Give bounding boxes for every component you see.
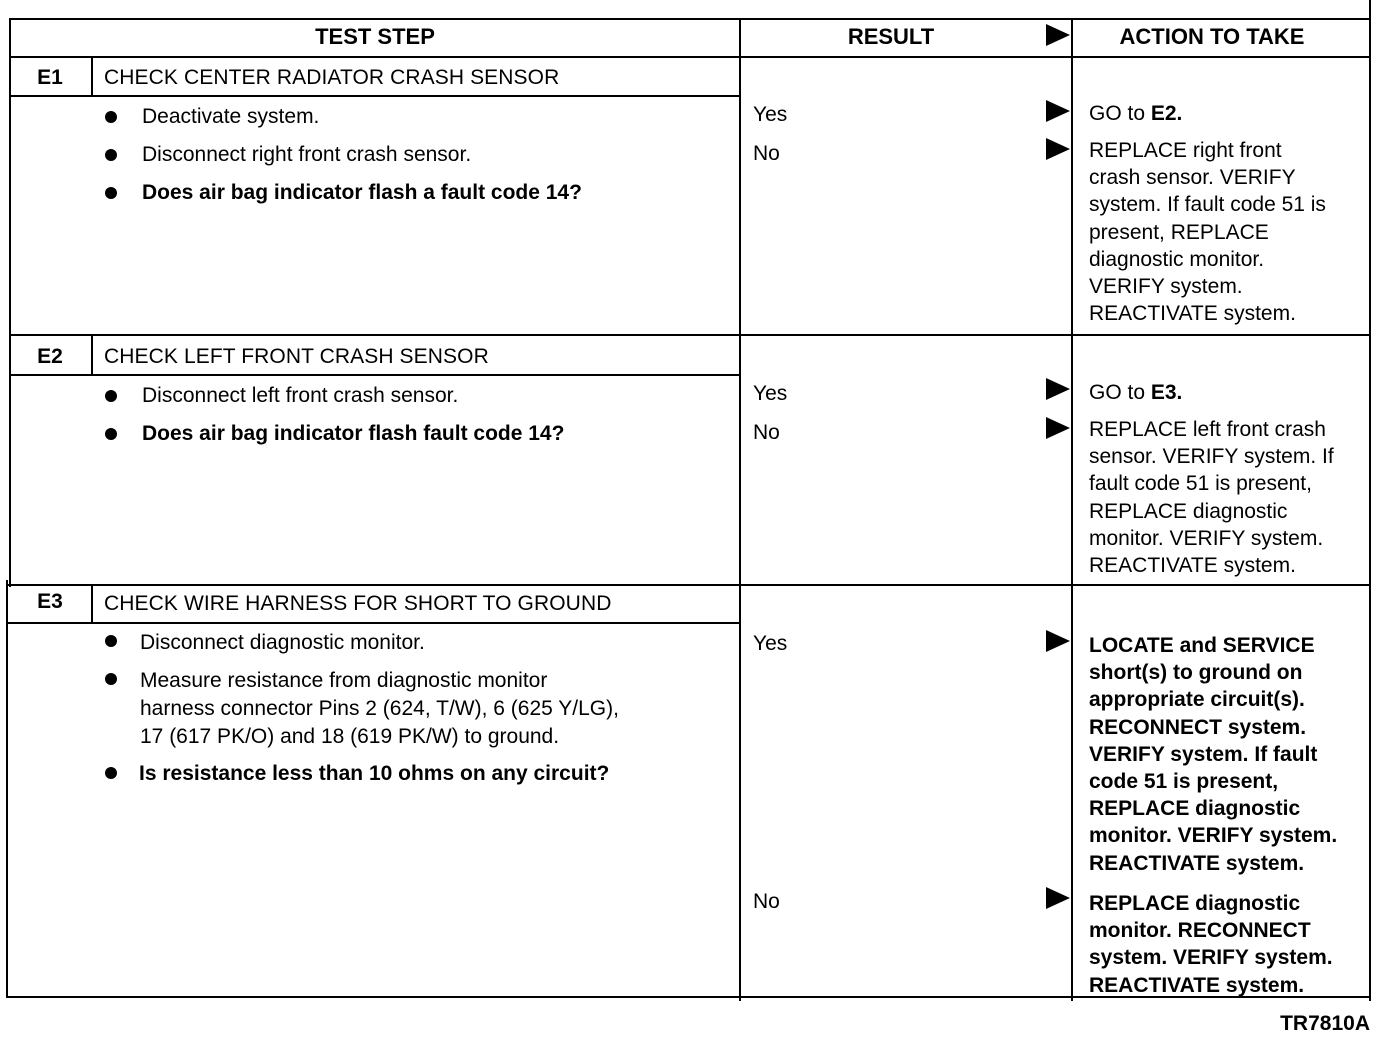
e1-result-yes: Yes: [753, 103, 788, 126]
e3-result-yes: Yes: [753, 632, 788, 655]
e3-bullet-3: Is resistance less than 10 ohms on any circuit?: [139, 762, 610, 785]
header-bottom-border: [9, 56, 1371, 58]
bullet-icon: [105, 149, 117, 161]
e1-title-underline: [9, 95, 740, 97]
test-step-header: TEST STEP: [315, 24, 435, 49]
e2-title-underline: [9, 374, 740, 376]
e1-action-no: REPLACE right front crash sensor. VERIFY system. If fault code 51 is present, REPLACE diagnostic monitor. VERIFY system. REACTIVATE system.: [1089, 139, 1326, 326]
header-arrow-icon: [1046, 24, 1070, 46]
result-column-border: [739, 18, 741, 1001]
bullet-icon: [105, 635, 117, 647]
e1-id-divider: [91, 56, 93, 97]
e1-bullet-2: Disconnect right front crash sensor.: [142, 143, 472, 166]
e3-bullet-1: Disconnect diagnostic monitor.: [140, 631, 425, 654]
e2-bullet-2: Does air bag indicator flash fault code 14?: [142, 422, 565, 445]
e3-title-underline: [6, 622, 740, 624]
table-top-border: [9, 18, 1371, 20]
e2-action-yes: GO to E3.: [1089, 381, 1183, 404]
e1-action-yes: GO to E2.: [1089, 102, 1183, 125]
e2-result-yes: Yes: [753, 382, 788, 405]
step-title-e3: CHECK WIRE HARNESS FOR SHORT TO GROUND: [104, 592, 612, 615]
action-header: ACTION TO TAKE: [1119, 24, 1305, 49]
bullet-icon: [105, 187, 117, 199]
e3-bullet-2: Measure resistance from diagnostic monitor harness connector Pins 2 (624, T/W), 6 (625 Y/LG), 17 (617 PK/O) and 18 (619 PK/W) to ground.: [140, 669, 619, 748]
e2-bottom-border: [6, 584, 1371, 586]
step-id-e3: E3: [37, 590, 63, 613]
e3-action-yes: LOCATE and SERVICE short(s) to ground on appropriate circuit(s). RECONNECT system. VERIFY system. If fault code 51 is present, REPLACE diagnostic monitor. VERIFY system. REACTIVATE system.: [1089, 634, 1338, 875]
e1-result-no: No: [753, 142, 780, 165]
e1-bullet-3: Does air bag indicator flash a fault code 14?: [142, 181, 582, 204]
e2-id-divider: [91, 336, 93, 376]
figure-id: TR7810A: [1280, 1012, 1370, 1035]
bullet-icon: [105, 390, 117, 402]
arrow-icon: [1046, 100, 1070, 122]
arrow-icon: [1046, 630, 1070, 652]
arrow-icon: [1046, 138, 1070, 160]
bullet-icon: [105, 428, 117, 440]
arrow-icon: [1046, 417, 1070, 439]
e3-result-no: No: [753, 890, 780, 913]
arrow-icon: [1046, 378, 1070, 400]
step-id-e1: E1: [37, 66, 63, 89]
step-title-e2: CHECK LEFT FRONT CRASH SENSOR: [104, 345, 489, 368]
bullet-icon: [105, 111, 117, 123]
table-right-border: [1369, 0, 1371, 1001]
e3-action-no: REPLACE diagnostic monitor. RECONNECT system. VERIFY system. REACTIVATE system.: [1089, 892, 1333, 997]
bullet-icon: [105, 673, 117, 685]
arrow-icon: [1046, 887, 1070, 909]
e3-id-divider: [91, 584, 93, 624]
result-header: RESULT: [847, 24, 935, 49]
bullet-icon: [105, 767, 117, 779]
step-id-e2: E2: [37, 345, 63, 368]
e2-action-no: REPLACE left front crash sensor. VERIFY system. If fault code 51 is present, REPLACE diagnostic monitor. VERIFY system. REACTIVATE system.: [1089, 418, 1334, 578]
e1-bullet-1: Deactivate system.: [142, 105, 320, 128]
step-title-e1: CHECK CENTER RADIATOR CRASH SENSOR: [104, 66, 560, 89]
e1-bottom-border: [9, 334, 1371, 336]
action-column-border: [1071, 18, 1073, 1001]
e2-result-no: No: [753, 421, 780, 444]
table-left-border-e3: [6, 580, 8, 998]
e2-bullet-1: Disconnect left front crash sensor.: [142, 384, 459, 407]
